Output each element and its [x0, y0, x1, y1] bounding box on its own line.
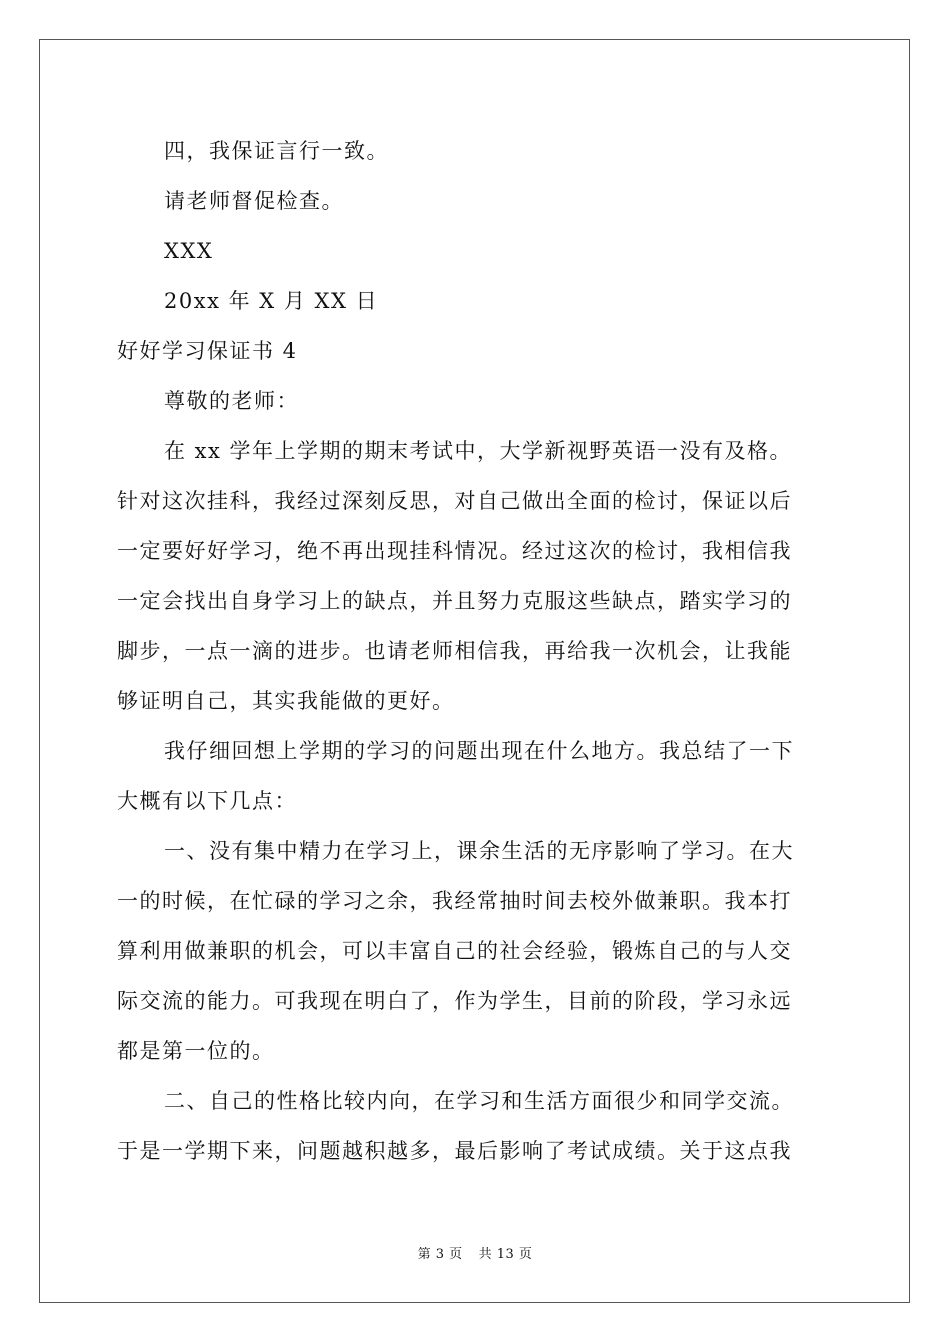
paragraph-line: 际交流的能力。可我现在明白了，作为学生，目前的阶段，学习永远: [117, 989, 792, 1013]
paragraph-line: 算利用做兼职的机会，可以丰富自己的社会经验，锻炼自己的与人交: [117, 939, 792, 963]
paragraph-line: 在 xx 学年上学期的期末考试中，大学新视野英语一没有及格。: [164, 439, 793, 463]
paragraph-line: 针对这次挂科，我经过深刻反思，对自己做出全面的检讨，保证以后: [117, 489, 792, 513]
paragraph-line: 二、自己的性格比较内向，在学习和生活方面很少和同学交流。: [164, 1089, 794, 1113]
page-footer: [0, 1246, 950, 1264]
signature-name: XXX: [164, 239, 214, 263]
paragraph-line: 够证明自己，其实我能做的更好。: [117, 689, 455, 713]
paragraph-line: 一、没有集中精力在学习上，课余生活的无序影响了学习。在大: [164, 839, 794, 863]
page-number: 第 3 页: [417, 1247, 463, 1262]
paragraph-line: 大概有以下几点：: [117, 789, 297, 813]
page-total: 共 13 页: [478, 1247, 533, 1262]
paragraph-line: 请老师督促检查。: [164, 189, 344, 213]
paragraph-line: 脚步，一点一滴的进步。也请老师相信我，再给我一次机会，让我能: [117, 639, 792, 663]
paragraph-line: 我仔细回想上学期的学习的问题出现在什么地方。我总结了一下: [164, 739, 794, 763]
paragraph-line: 四，我保证言行一致。: [164, 139, 389, 163]
date-line: 20xx 年 X 月 XX 日: [164, 289, 379, 313]
paragraph-line: 于是一学期下来，问题越积越多，最后影响了考试成绩。关于这点我: [117, 1139, 792, 1163]
paragraph-line: 都是第一位的。: [117, 1039, 275, 1063]
salutation: 尊敬的老师：: [164, 389, 299, 413]
paragraph-line: 一的时候，在忙碌的学习之余，我经常抽时间去校外做兼职。我本打: [117, 889, 792, 913]
paragraph-line: 一定会找出自身学习上的缺点，并且努力克服这些缺点，踏实学习的: [117, 589, 792, 613]
paragraph-line: 一定要好好学习，绝不再出现挂科情况。经过这次的检讨，我相信我: [117, 539, 792, 563]
section-title: 好好学习保证书 4: [117, 339, 298, 363]
